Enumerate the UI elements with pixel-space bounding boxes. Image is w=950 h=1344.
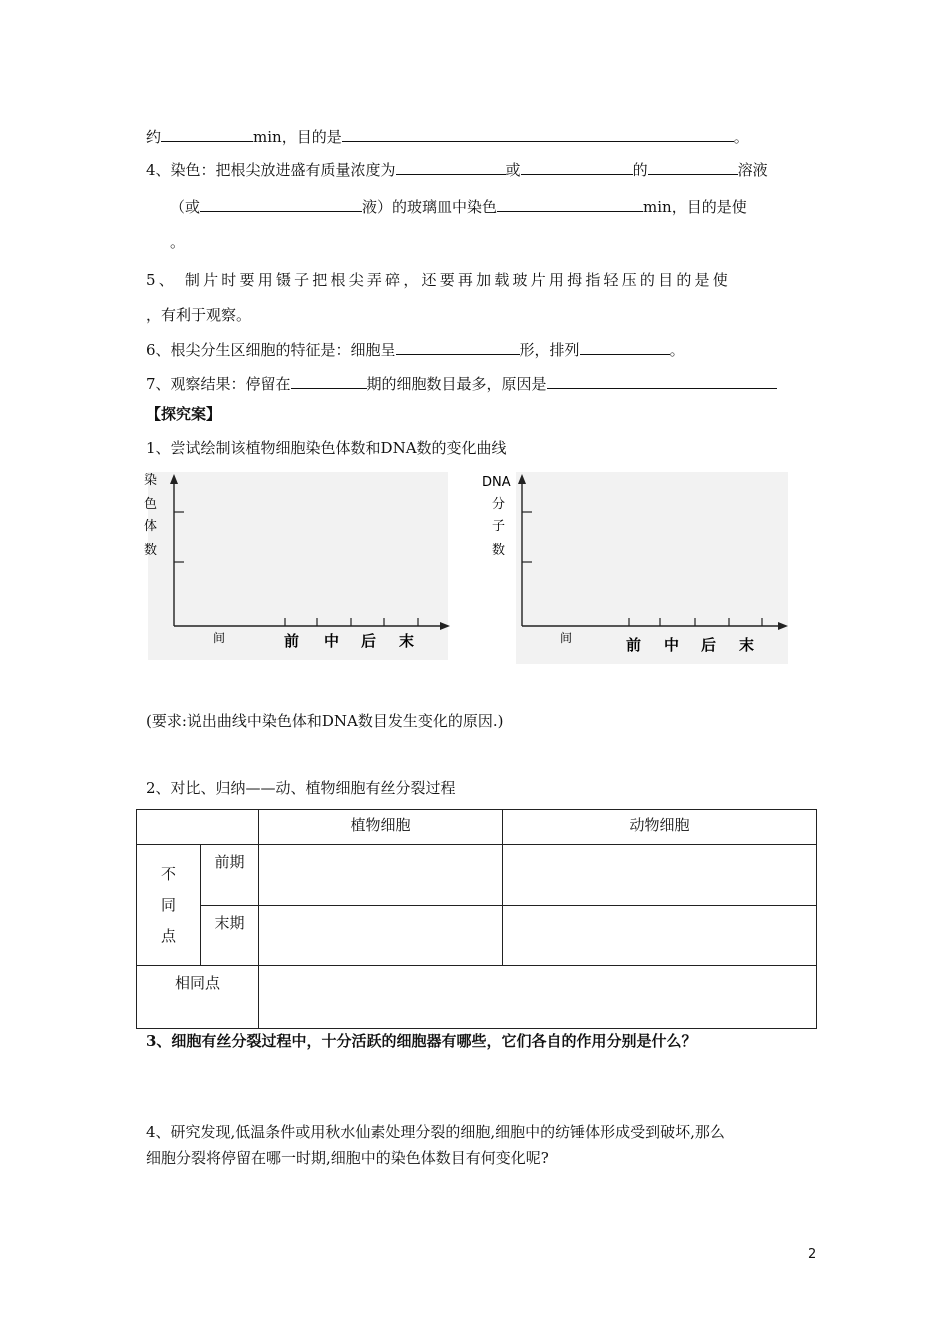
difference-label-cell <box>137 845 201 966</box>
y-label-char: 数 <box>492 543 506 558</box>
y-label-dna: DNA <box>482 475 511 490</box>
text: 液）的玻璃皿中染色 <box>362 198 498 216</box>
text: 期的细胞数目最多，原因是 <box>366 375 547 393</box>
text: 5、 制片时要用镊子把根尖弄碎，还要再加载玻片用拇指轻压的目的是使 <box>146 271 731 289</box>
plant-prophase-cell[interactable] <box>259 845 503 906</box>
metaphase-label: 中 <box>664 636 680 654</box>
interphase-label: 间 <box>560 631 573 645</box>
text: 。 <box>170 233 186 251</box>
line-staining-2 <box>170 197 747 217</box>
text: 约 <box>146 128 162 146</box>
question-4-line-1: 4、研究发现,低温条件或用秋水仙素处理分裂的细胞,细胞中的纺锤体形成受到破坏,那么 <box>146 1123 725 1141</box>
y-label-char: 色 <box>144 497 158 512</box>
difference-char: 同 <box>160 895 176 914</box>
blank[interactable] <box>547 374 777 389</box>
text: （或 <box>170 198 201 216</box>
animal-prophase-cell[interactable] <box>503 845 817 906</box>
prophase-label: 前 <box>626 636 642 654</box>
difference-char: 点 <box>160 926 176 945</box>
text: 4、染色：把根尖放进盛有质量浓度为 <box>146 161 396 179</box>
dna-chart <box>478 466 798 666</box>
interphase-label: 间 <box>213 631 226 645</box>
y-label-char: 体 <box>144 519 158 534</box>
text: 7、观察结果：停留在 <box>146 375 291 393</box>
text: 6、根尖分生区细胞的特征是：细胞呈 <box>146 341 396 359</box>
y-label-char: 分 <box>492 497 506 512</box>
section-title: 【探究案】 <box>146 405 222 423</box>
telophase-row-label: 末期 <box>201 906 259 966</box>
difference-char: 不 <box>160 864 176 883</box>
text: min，目的是 <box>253 128 342 146</box>
prophase-row-label: 前期 <box>201 845 259 906</box>
blank[interactable] <box>161 127 253 142</box>
text: min，目的是使 <box>643 198 747 216</box>
same-points-label: 相同点 <box>137 966 259 1029</box>
anaphase-label: 后 <box>701 636 717 654</box>
line-incubate-time <box>146 127 749 147</box>
line-staining <box>146 160 768 180</box>
blank[interactable] <box>396 160 506 175</box>
plant-telophase-cell[interactable] <box>259 906 503 966</box>
chromosome-chart <box>140 466 460 666</box>
text: 。 <box>669 341 685 359</box>
question-3: 3、细胞有丝分裂过程中，十分活跃的细胞器有哪些，它们各自的作用分别是什么？ <box>146 1032 697 1050</box>
text: 。 <box>733 128 749 146</box>
anaphase-label: 后 <box>361 632 377 650</box>
blank[interactable] <box>521 160 633 175</box>
text: 的 <box>632 161 648 179</box>
requirement-note: (要求:说出曲线中染色体和DNA数目发生变化的原因.) <box>146 712 504 730</box>
same-points-cell[interactable] <box>259 966 817 1029</box>
blank[interactable] <box>497 197 643 212</box>
text: 或 <box>505 161 521 179</box>
header-empty-cell <box>137 810 259 845</box>
line-slide-making-2 <box>146 305 251 325</box>
blank[interactable] <box>200 197 362 212</box>
text: ，有利于观察。 <box>146 306 252 324</box>
y-label-char: 子 <box>492 519 506 534</box>
text: 溶液 <box>737 161 768 179</box>
telophase-label: 末 <box>399 632 415 650</box>
header-plant-cell: 植物细胞 <box>259 810 503 845</box>
question-4-line-2: 细胞分裂将停留在哪一时期,细胞中的染色体数目有何变化呢? <box>146 1149 549 1167</box>
animal-telophase-cell[interactable] <box>503 906 817 966</box>
line-staining-3 <box>170 232 185 252</box>
line-observation <box>146 374 777 394</box>
metaphase-label: 中 <box>324 632 340 650</box>
prophase-label: 前 <box>284 632 300 650</box>
blank[interactable] <box>648 160 738 175</box>
y-label-char: 染 <box>144 473 158 488</box>
line-meristem <box>146 340 685 360</box>
question-2: 2、对比、归纳——动、植物细胞有丝分裂过程 <box>146 779 456 797</box>
question-1: 1、尝试绘制该植物细胞染色体数和DNA数的变化曲线 <box>146 439 507 457</box>
blank[interactable] <box>342 127 734 142</box>
comparison-table <box>136 809 817 1029</box>
telophase-label: 末 <box>739 636 755 654</box>
y-label-char: 数 <box>144 543 158 558</box>
blank[interactable] <box>396 340 520 355</box>
line-slide-making <box>146 270 731 290</box>
blank[interactable] <box>291 374 367 389</box>
blank[interactable] <box>580 340 670 355</box>
header-animal-cell: 动物细胞 <box>503 810 817 845</box>
page-number: 2 <box>808 1247 817 1262</box>
text: 形，排列 <box>519 341 580 359</box>
